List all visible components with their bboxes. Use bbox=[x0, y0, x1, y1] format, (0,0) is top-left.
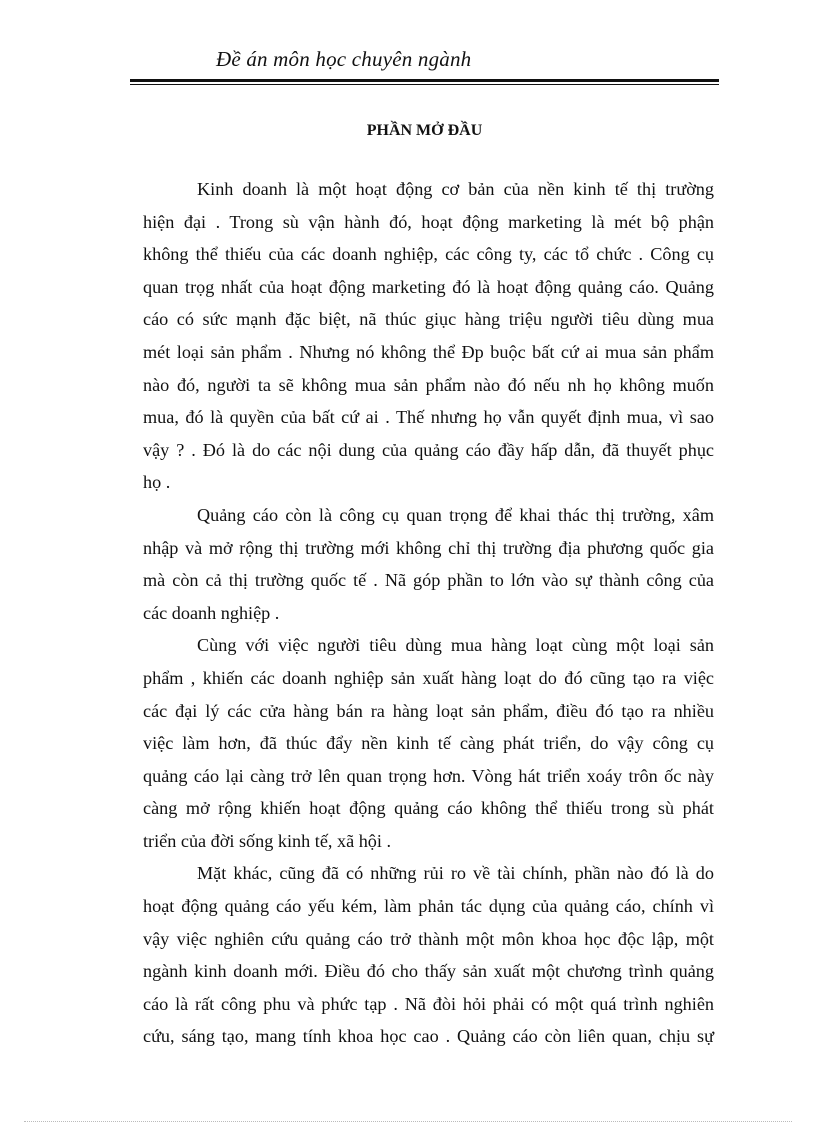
running-header: Đề án môn học chuyên ngành bbox=[216, 47, 472, 71]
text-line: cáo là rất công phu và phức tạp . Nã đòi hỏi phải có một quá trình nghiên bbox=[143, 993, 714, 1014]
paragraph bbox=[143, 499, 714, 629]
text-line: các đại lý các cửa hàng bán ra hàng loạt sản phẩm, điều đó tạo ra nhiều bbox=[143, 700, 714, 721]
text-line: hiện đại . Trong sù vận hành đó, hoạt động marketing là mét bộ phận bbox=[143, 211, 714, 232]
text-line: Kinh doanh là một hoạt động cơ bản của nền kinh tế thị trường bbox=[197, 179, 714, 199]
text-line: Cùng với việc người tiêu dùng mua hàng loạt cùng một loại sản bbox=[197, 635, 714, 656]
text-line: hoạt động quảng cáo yếu kém, làm phản tác dụng của quảng cáo, chính vì bbox=[143, 896, 714, 917]
text-line: phẩm , khiến các doanh nghiệp sản xuất hàng loạt do đó cũng tạo ra việc bbox=[143, 667, 714, 688]
text-line: việc làm hơn, đã thúc đẩy nền kinh tế càng phát triển, do vậy công cụ bbox=[143, 733, 714, 754]
paragraph bbox=[143, 173, 714, 499]
text-line: quan trọg nhất của hoạt động marketing đó là hoạt động quảng cáo. Quảng bbox=[143, 276, 714, 297]
text-line: mét loại sản phẩm . Nhưng nó không thể Đp buộc bất cứ ai mua sản phẩm bbox=[143, 341, 714, 362]
text-line: càng mở rộng khiến hoạt động quảng cáo không thể thiếu trong sù phát bbox=[143, 798, 714, 819]
text-line: không thể thiếu của các doanh nghiệp, các công ty, các tổ chức . Công cụ bbox=[143, 244, 714, 265]
body-text bbox=[143, 173, 714, 1053]
text-line: nào đó, người ta sẽ không mua sản phẩm nào đó nếu nh họ không muốn bbox=[143, 374, 714, 395]
section-title: PHẦN MỞ ĐẦU bbox=[366, 122, 483, 139]
text-line: ngành kinh doanh mới. Điều đó cho thấy sản xuất một chương trình quảng bbox=[143, 961, 714, 982]
header-rule bbox=[130, 79, 719, 85]
text-line: Mặt khác, cũng đã có những rủi ro về tài chính, phần nào đó là do bbox=[197, 863, 714, 884]
text-line: nhập và mở rộng thị trường mới không chỉ thị trường địa phương quốc gia bbox=[143, 537, 714, 558]
text-line: họ . bbox=[143, 472, 171, 493]
text-line: các doanh nghiệp . bbox=[143, 602, 280, 623]
header-rule-thin bbox=[130, 84, 719, 85]
page-bottom-border bbox=[24, 1121, 792, 1122]
paragraph bbox=[143, 857, 714, 1053]
text-line: Quảng cáo còn là công cụ quan trọng để khai thác thị trường, xâm bbox=[197, 504, 714, 525]
text-line: mà còn cả thị trường quốc tế . Nã góp phần to lớn vào sự thành công của bbox=[143, 570, 714, 591]
text-line: quảng cáo lại càng trở lên quan trọng hơn. Vòng hát triển xoáy trôn ốc này bbox=[143, 765, 714, 786]
text-line: vậy việc nghiên cứu quảng cáo trở thành một môn khoa học độc lập, một bbox=[143, 928, 714, 949]
text-line: vậy ? . Đó là do các nội dung của quảng cáo đầy hấp dẫn, đã thuyết phục bbox=[143, 439, 714, 460]
text-line: cáo có sức mạnh đặc biệt, nã thúc giục hàng triệu người tiêu dùng mua bbox=[143, 309, 714, 330]
text-line: triển của đời sống kinh tế, xã hội . bbox=[143, 830, 392, 851]
paragraph bbox=[143, 629, 714, 857]
text-line: mua, đó là quyền của bất cứ ai . Thế nhưng họ vẫn quyết định mua, vì sao bbox=[143, 407, 714, 428]
header-rule-thick bbox=[130, 79, 719, 82]
text-line: cứu, sáng tạo, mang tính khoa học cao . Quảng cáo còn liên quan, chịu sự bbox=[143, 1026, 714, 1047]
